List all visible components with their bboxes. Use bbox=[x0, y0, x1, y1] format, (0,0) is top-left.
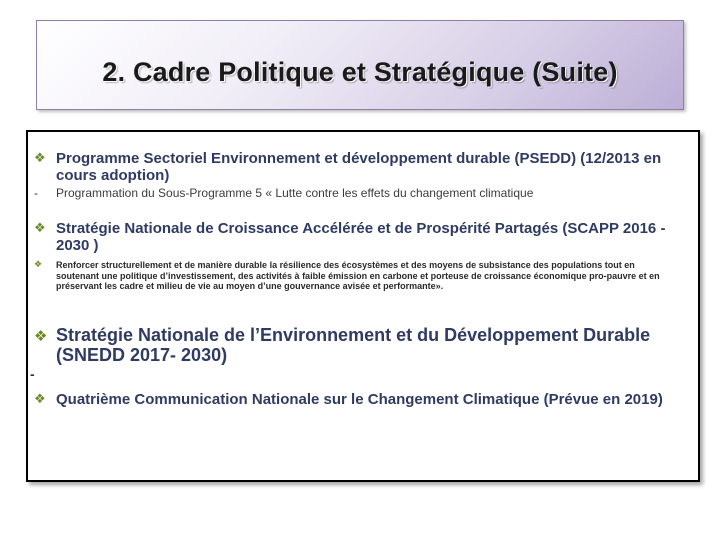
title-banner bbox=[36, 20, 684, 110]
dash-bullet: - bbox=[30, 366, 35, 382]
list-item-heading: Programme Sectoriel Environnement et développement durable (PSEDD) (12/2013 en cours adoption) bbox=[56, 150, 662, 184]
list-item-empty bbox=[28, 366, 688, 384]
list-item-heading: Quatrième Communication Nationale sur le Changement Climatique (Prévue en 2019) bbox=[56, 391, 663, 408]
list-item-text: Renforcer structurellement et de manière durable la résilience des écosystèmes et des moyens de subsistance des populations tout en soutenant une politique d’investissement, des activités à faible émission en carbone et porteuse de croissance économique pro-pauvre et en préservant les cadre et milieu de vie au moyen d’une gouvernance avisée et performante». bbox=[56, 260, 660, 291]
list-item-scapp bbox=[28, 220, 688, 256]
list-item-text: Programmation du Sous-Programme 5 « Lutte contre les effets du changement climatique bbox=[56, 186, 534, 200]
list-item-heading: Stratégie Nationale de l’Environnement et du Développement Durable (SNEDD 2017- 2030) bbox=[56, 325, 651, 365]
list-item-communication bbox=[28, 391, 688, 427]
list-item-programmation bbox=[28, 186, 688, 202]
diamond-bullet-icon: ❖ bbox=[34, 221, 46, 236]
diamond-bullet-icon: ❖ bbox=[34, 151, 46, 166]
slide-title: 2. Cadre Politique et Stratégique (Suite) bbox=[102, 56, 618, 87]
list-item-heading: Stratégie Nationale de Croissance Accélérée et de Prospérité Partagés (SCAPP 2016 - 2030 ) bbox=[56, 220, 666, 254]
dash-bullet: - bbox=[34, 186, 38, 200]
content-panel bbox=[26, 130, 700, 482]
list-item-snedd bbox=[28, 325, 688, 367]
diamond-bullet-icon: ❖ bbox=[34, 260, 43, 270]
diamond-bullet-icon: ❖ bbox=[34, 392, 46, 407]
list-item-psedd bbox=[28, 150, 688, 186]
list-item-renforcer bbox=[28, 260, 688, 304]
diamond-bullet-icon: ❖ bbox=[34, 327, 48, 345]
